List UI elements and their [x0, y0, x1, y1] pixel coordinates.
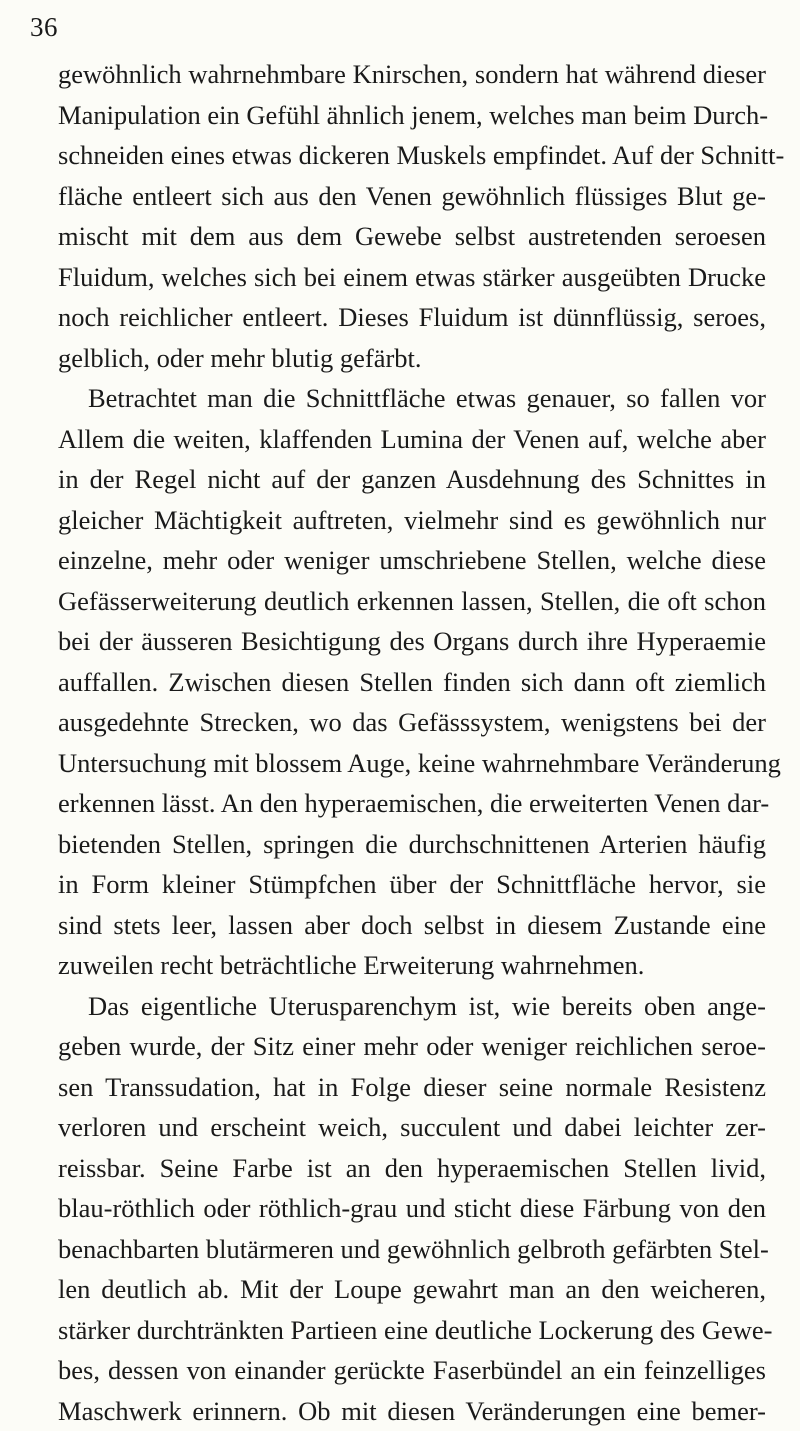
text-line: zuweilen recht beträchtliche Erweiterung wahrnehmen.: [58, 945, 766, 986]
text-line: benachbarten blutärmeren und gewöhnlich gelbroth gefärbten Stel-: [58, 1229, 766, 1270]
text-line: Allem die weiten, klaffenden Lumina der Venen auf, welche aber: [58, 419, 766, 460]
text-line: Fluidum, welches sich bei einem etwas stärker ausgeübten Drucke: [58, 257, 766, 298]
text-line: mischt mit dem aus dem Gewebe selbst austretenden seroesen: [58, 216, 766, 257]
body-text: [58, 54, 766, 1431]
text-line: erkennen lässt. An den hyperaemischen, die erweiterten Venen dar-: [58, 783, 766, 824]
text-line: gelblich, oder mehr blutig gefärbt.: [58, 338, 766, 379]
text-line: bei der äusseren Besichtigung des Organs durch ihre Hyperaemie: [58, 621, 766, 662]
text-line: gleicher Mächtigkeit auftreten, vielmehr sind es gewöhnlich nur: [58, 500, 766, 541]
text-line: schneiden eines etwas dickeren Muskels empfindet. Auf der Schnitt-: [58, 135, 766, 176]
text-line: bietenden Stellen, springen die durchschnittenen Arterien häufig: [58, 824, 766, 865]
text-line: auffallen. Zwischen diesen Stellen finden sich dann oft ziemlich: [58, 662, 766, 703]
text-line: Betrachtet man die Schnittfläche etwas genauer, so fallen vor: [58, 378, 766, 419]
text-line: Das eigentliche Uterusparenchym ist, wie bereits oben ange-: [58, 986, 766, 1027]
text-line: sen Transsudation, hat in Folge dieser seine normale Resistenz: [58, 1067, 766, 1108]
text-line: stärker durchtränkten Partieen eine deutliche Lockerung des Gewe-: [58, 1310, 766, 1351]
text-line: verloren und erscheint weich, succulent und dabei leichter zer-: [58, 1107, 766, 1148]
text-line: Gefässerweiterung deutlich erkennen lassen, Stellen, die oft schon: [58, 581, 766, 622]
text-line: bes, dessen von einander gerückte Faserbündel an ein feinzelliges: [58, 1350, 766, 1391]
page-number: 36: [30, 12, 58, 42]
text-line: gewöhnlich wahrnehmbare Knirschen, sondern hat während dieser: [58, 54, 766, 95]
text-line: Maschwerk erinnern. Ob mit diesen Veränderungen eine bemer-: [58, 1391, 766, 1431]
text-line: in Form kleiner Stümpfchen über der Schnittfläche hervor, sie: [58, 864, 766, 905]
text-line: ausgedehnte Strecken, wo das Gefässsystem, wenigstens bei der: [58, 702, 766, 743]
text-line: einzelne, mehr oder weniger umschriebene Stellen, welche diese: [58, 540, 766, 581]
text-line: Untersuchung mit blossem Auge, keine wahrnehmbare Veränderung: [58, 743, 766, 784]
text-line: Manipulation ein Gefühl ähnlich jenem, welches man beim Durch-: [58, 95, 766, 136]
text-line: sind stets leer, lassen aber doch selbst in diesem Zustande eine: [58, 905, 766, 946]
text-line: in der Regel nicht auf der ganzen Ausdehnung des Schnittes in: [58, 459, 766, 500]
text-line: reissbar. Seine Farbe ist an den hyperaemischen Stellen livid,: [58, 1148, 766, 1189]
text-line: geben wurde, der Sitz einer mehr oder weniger reichlichen seroe-: [58, 1026, 766, 1067]
text-line: len deutlich ab. Mit der Loupe gewahrt man an den weicheren,: [58, 1269, 766, 1310]
text-line: noch reichlicher entleert. Dieses Fluidum ist dünnflüssig, seroes,: [58, 297, 766, 338]
text-line: fläche entleert sich aus den Venen gewöhnlich flüssiges Blut ge-: [58, 176, 766, 217]
text-line: blau-röthlich oder röthlich-grau und sticht diese Färbung von den: [58, 1188, 766, 1229]
